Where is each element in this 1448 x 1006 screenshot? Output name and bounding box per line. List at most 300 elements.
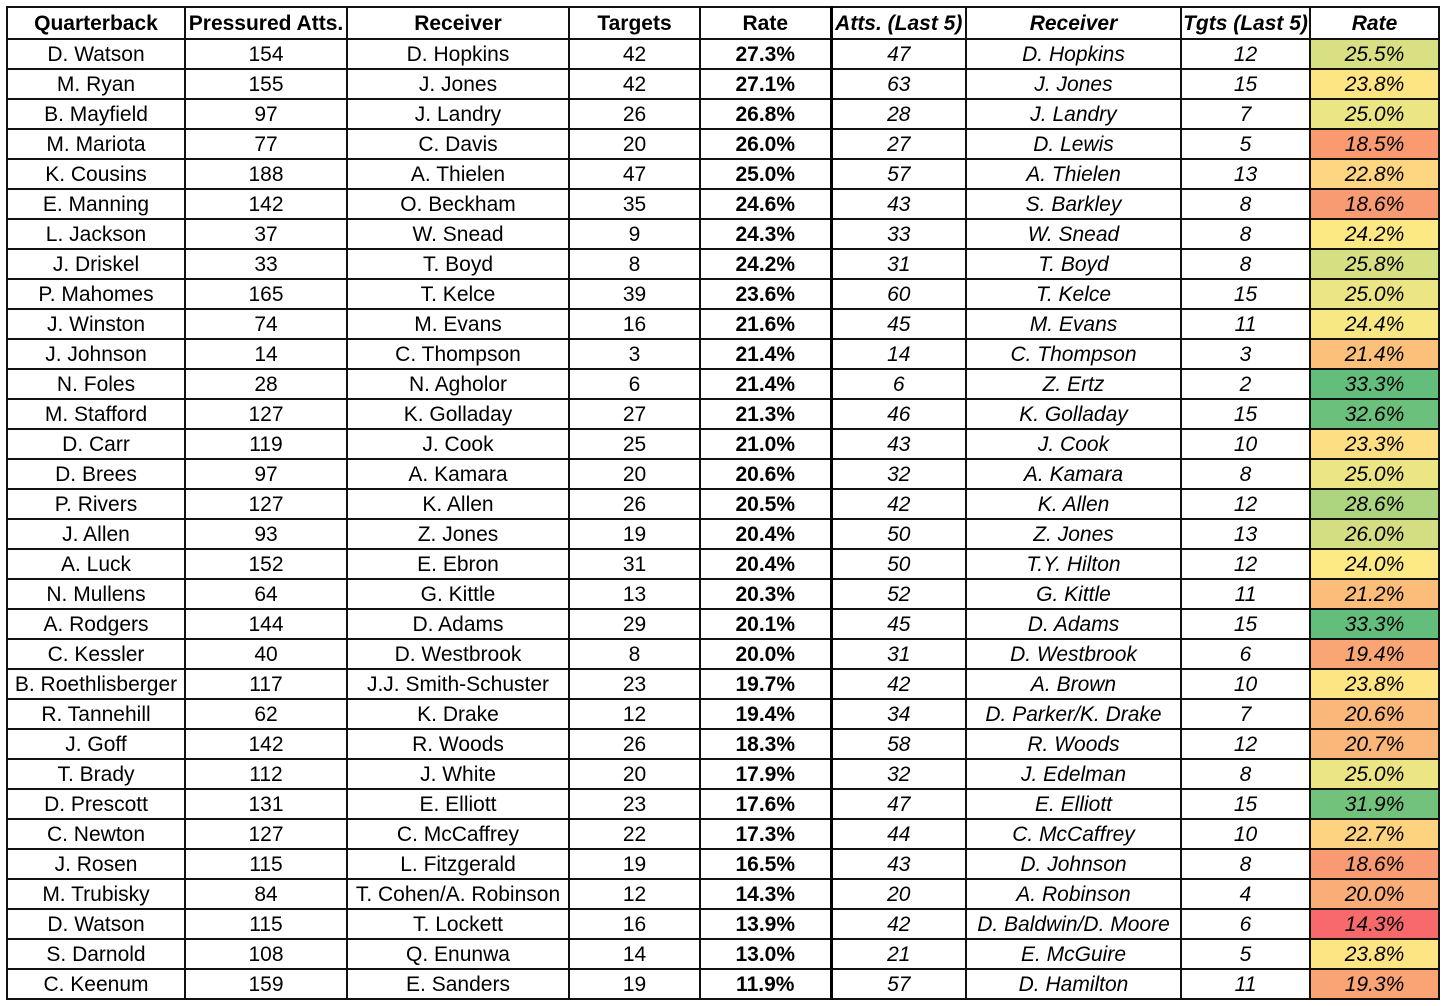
cell-rate: 24.3% [700, 219, 831, 249]
cell-receiver: G. Kittle [347, 579, 569, 609]
cell-rate: 26.8% [700, 99, 831, 129]
cell-rate-last5: 21.2% [1310, 579, 1439, 609]
cell-quarterback: J. Allen [7, 519, 185, 549]
cell-targets: 20 [569, 759, 700, 789]
cell-targets: 19 [569, 849, 700, 879]
cell-pressured-atts: 97 [185, 99, 347, 129]
cell-receiver: O. Beckham [347, 189, 569, 219]
cell-atts-last5: 50 [831, 549, 966, 579]
cell-rate: 24.2% [700, 249, 831, 279]
cell-quarterback: P. Rivers [7, 489, 185, 519]
cell-receiver-last5: T. Kelce [966, 279, 1181, 309]
cell-receiver: Q. Enunwa [347, 939, 569, 969]
pressure-target-table [6, 6, 1440, 1000]
table-row [7, 639, 1439, 669]
cell-pressured-atts: 97 [185, 459, 347, 489]
cell-receiver-last5: D. Baldwin/D. Moore [966, 909, 1181, 939]
table-row [7, 159, 1439, 189]
cell-pressured-atts: 188 [185, 159, 347, 189]
cell-targets: 12 [569, 699, 700, 729]
cell-atts-last5: 44 [831, 819, 966, 849]
cell-tgts-last5: 8 [1181, 249, 1310, 279]
cell-rate-last5: 23.8% [1310, 939, 1439, 969]
header-quarterback: Quarterback [7, 7, 185, 39]
cell-rate-last5: 24.2% [1310, 219, 1439, 249]
cell-tgts-last5: 6 [1181, 639, 1310, 669]
cell-receiver: J. Jones [347, 69, 569, 99]
cell-receiver-last5: J. Cook [966, 429, 1181, 459]
cell-tgts-last5: 11 [1181, 309, 1310, 339]
cell-rate: 17.9% [700, 759, 831, 789]
cell-rate-last5: 23.8% [1310, 669, 1439, 699]
cell-targets: 23 [569, 669, 700, 699]
cell-atts-last5: 47 [831, 789, 966, 819]
cell-receiver-last5: A. Thielen [966, 159, 1181, 189]
cell-quarterback: E. Manning [7, 189, 185, 219]
cell-rate-last5: 23.3% [1310, 429, 1439, 459]
cell-quarterback: A. Luck [7, 549, 185, 579]
cell-targets: 16 [569, 309, 700, 339]
cell-receiver: C. Thompson [347, 339, 569, 369]
cell-atts-last5: 32 [831, 759, 966, 789]
table-row [7, 279, 1439, 309]
cell-pressured-atts: 37 [185, 219, 347, 249]
cell-receiver: A. Kamara [347, 459, 569, 489]
cell-atts-last5: 34 [831, 699, 966, 729]
cell-atts-last5: 63 [831, 69, 966, 99]
cell-quarterback: P. Mahomes [7, 279, 185, 309]
cell-receiver-last5: D. Hamilton [966, 969, 1181, 999]
header-targets: Targets [569, 7, 700, 39]
table-row [7, 609, 1439, 639]
cell-rate: 20.4% [700, 519, 831, 549]
cell-pressured-atts: 155 [185, 69, 347, 99]
cell-pressured-atts: 142 [185, 189, 347, 219]
table-row [7, 99, 1439, 129]
table-row [7, 189, 1439, 219]
cell-rate: 17.3% [700, 819, 831, 849]
cell-pressured-atts: 142 [185, 729, 347, 759]
cell-rate: 18.3% [700, 729, 831, 759]
header-rate-last5: Rate [1310, 7, 1439, 39]
cell-pressured-atts: 33 [185, 249, 347, 279]
cell-receiver: M. Evans [347, 309, 569, 339]
cell-receiver-last5: Z. Ertz [966, 369, 1181, 399]
cell-rate: 19.4% [700, 699, 831, 729]
cell-receiver-last5: A. Brown [966, 669, 1181, 699]
cell-targets: 47 [569, 159, 700, 189]
cell-targets: 26 [569, 99, 700, 129]
cell-receiver-last5: M. Evans [966, 309, 1181, 339]
cell-tgts-last5: 12 [1181, 549, 1310, 579]
cell-receiver-last5: D. Parker/K. Drake [966, 699, 1181, 729]
cell-rate-last5: 18.6% [1310, 849, 1439, 879]
header-tgts-last5: Tgts (Last 5) [1181, 7, 1310, 39]
cell-pressured-atts: 127 [185, 819, 347, 849]
cell-receiver-last5: D. Johnson [966, 849, 1181, 879]
cell-rate: 27.3% [700, 39, 831, 69]
cell-rate: 21.4% [700, 339, 831, 369]
cell-quarterback: N. Mullens [7, 579, 185, 609]
cell-rate-last5: 25.0% [1310, 279, 1439, 309]
cell-receiver: E. Sanders [347, 969, 569, 999]
cell-receiver: D. Westbrook [347, 639, 569, 669]
cell-targets: 13 [569, 579, 700, 609]
table-row [7, 729, 1439, 759]
cell-pressured-atts: 64 [185, 579, 347, 609]
cell-atts-last5: 52 [831, 579, 966, 609]
table-row [7, 939, 1439, 969]
cell-pressured-atts: 152 [185, 549, 347, 579]
cell-rate-last5: 31.9% [1310, 789, 1439, 819]
cell-quarterback: J. Johnson [7, 339, 185, 369]
cell-atts-last5: 28 [831, 99, 966, 129]
cell-pressured-atts: 115 [185, 909, 347, 939]
cell-atts-last5: 31 [831, 639, 966, 669]
cell-quarterback: M. Stafford [7, 399, 185, 429]
cell-atts-last5: 14 [831, 339, 966, 369]
cell-receiver-last5: C. Thompson [966, 339, 1181, 369]
cell-rate-last5: 20.0% [1310, 879, 1439, 909]
cell-rate-last5: 25.0% [1310, 459, 1439, 489]
header-receiver-last5: Receiver [966, 7, 1181, 39]
cell-rate-last5: 33.3% [1310, 369, 1439, 399]
cell-targets: 25 [569, 429, 700, 459]
cell-quarterback: B. Roethlisberger [7, 669, 185, 699]
cell-atts-last5: 47 [831, 39, 966, 69]
cell-atts-last5: 42 [831, 489, 966, 519]
cell-receiver: E. Elliott [347, 789, 569, 819]
cell-rate: 21.3% [700, 399, 831, 429]
cell-rate: 21.0% [700, 429, 831, 459]
cell-rate: 21.6% [700, 309, 831, 339]
cell-atts-last5: 45 [831, 609, 966, 639]
cell-receiver-last5: E. McGuire [966, 939, 1181, 969]
cell-rate-last5: 21.4% [1310, 339, 1439, 369]
cell-receiver-last5: T. Boyd [966, 249, 1181, 279]
table-row [7, 669, 1439, 699]
cell-rate-last5: 32.6% [1310, 399, 1439, 429]
cell-atts-last5: 46 [831, 399, 966, 429]
cell-targets: 19 [569, 519, 700, 549]
table-row [7, 39, 1439, 69]
cell-tgts-last5: 15 [1181, 609, 1310, 639]
cell-receiver: L. Fitzgerald [347, 849, 569, 879]
cell-targets: 26 [569, 729, 700, 759]
cell-targets: 8 [569, 639, 700, 669]
cell-receiver: C. McCaffrey [347, 819, 569, 849]
cell-atts-last5: 43 [831, 189, 966, 219]
cell-atts-last5: 42 [831, 669, 966, 699]
cell-atts-last5: 27 [831, 129, 966, 159]
cell-targets: 42 [569, 39, 700, 69]
cell-tgts-last5: 7 [1181, 99, 1310, 129]
cell-pressured-atts: 14 [185, 339, 347, 369]
cell-receiver: C. Davis [347, 129, 569, 159]
table-row [7, 549, 1439, 579]
cell-quarterback: C. Keenum [7, 969, 185, 999]
cell-rate: 14.3% [700, 879, 831, 909]
cell-targets: 27 [569, 399, 700, 429]
cell-receiver: J. Landry [347, 99, 569, 129]
cell-receiver: T. Cohen/A. Robinson [347, 879, 569, 909]
cell-quarterback: D. Prescott [7, 789, 185, 819]
cell-receiver: Z. Jones [347, 519, 569, 549]
table-row [7, 309, 1439, 339]
cell-quarterback: J. Driskel [7, 249, 185, 279]
cell-rate: 23.6% [700, 279, 831, 309]
cell-atts-last5: 57 [831, 159, 966, 189]
cell-rate-last5: 26.0% [1310, 519, 1439, 549]
cell-pressured-atts: 93 [185, 519, 347, 549]
cell-pressured-atts: 159 [185, 969, 347, 999]
cell-targets: 3 [569, 339, 700, 369]
cell-tgts-last5: 3 [1181, 339, 1310, 369]
cell-quarterback: D. Brees [7, 459, 185, 489]
table-row [7, 789, 1439, 819]
table-row [7, 339, 1439, 369]
cell-receiver: D. Adams [347, 609, 569, 639]
cell-receiver-last5: Z. Jones [966, 519, 1181, 549]
cell-targets: 16 [569, 909, 700, 939]
table-row [7, 519, 1439, 549]
cell-tgts-last5: 15 [1181, 789, 1310, 819]
cell-atts-last5: 31 [831, 249, 966, 279]
cell-tgts-last5: 6 [1181, 909, 1310, 939]
cell-pressured-atts: 119 [185, 429, 347, 459]
cell-rate: 26.0% [700, 129, 831, 159]
cell-receiver: D. Hopkins [347, 39, 569, 69]
cell-atts-last5: 43 [831, 429, 966, 459]
cell-targets: 20 [569, 459, 700, 489]
cell-rate-last5: 33.3% [1310, 609, 1439, 639]
cell-quarterback: S. Darnold [7, 939, 185, 969]
table-row [7, 69, 1439, 99]
cell-quarterback: T. Brady [7, 759, 185, 789]
header-receiver: Receiver [347, 7, 569, 39]
table-row [7, 699, 1439, 729]
cell-quarterback: D. Carr [7, 429, 185, 459]
cell-receiver-last5: D. Westbrook [966, 639, 1181, 669]
cell-targets: 8 [569, 249, 700, 279]
cell-rate: 20.4% [700, 549, 831, 579]
cell-rate-last5: 23.8% [1310, 69, 1439, 99]
cell-quarterback: N. Foles [7, 369, 185, 399]
cell-receiver-last5: D. Hopkins [966, 39, 1181, 69]
cell-atts-last5: 43 [831, 849, 966, 879]
cell-rate-last5: 18.5% [1310, 129, 1439, 159]
cell-receiver-last5: D. Adams [966, 609, 1181, 639]
cell-quarterback: J. Goff [7, 729, 185, 759]
cell-quarterback: B. Mayfield [7, 99, 185, 129]
cell-quarterback: J. Rosen [7, 849, 185, 879]
cell-quarterback: C. Kessler [7, 639, 185, 669]
cell-rate-last5: 22.8% [1310, 159, 1439, 189]
table-row [7, 909, 1439, 939]
cell-rate-last5: 19.3% [1310, 969, 1439, 999]
cell-receiver-last5: J. Jones [966, 69, 1181, 99]
cell-receiver-last5: E. Elliott [966, 789, 1181, 819]
cell-atts-last5: 57 [831, 969, 966, 999]
table-row [7, 759, 1439, 789]
cell-rate: 17.6% [700, 789, 831, 819]
header-row [7, 7, 1439, 39]
table-row [7, 579, 1439, 609]
cell-pressured-atts: 131 [185, 789, 347, 819]
cell-rate: 20.1% [700, 609, 831, 639]
cell-rate-last5: 22.7% [1310, 819, 1439, 849]
cell-targets: 20 [569, 129, 700, 159]
cell-rate: 13.9% [700, 909, 831, 939]
cell-receiver: T. Boyd [347, 249, 569, 279]
cell-receiver: A. Thielen [347, 159, 569, 189]
cell-rate: 19.7% [700, 669, 831, 699]
cell-rate-last5: 24.4% [1310, 309, 1439, 339]
cell-receiver-last5: A. Robinson [966, 879, 1181, 909]
cell-rate-last5: 18.6% [1310, 189, 1439, 219]
cell-atts-last5: 20 [831, 879, 966, 909]
cell-targets: 19 [569, 969, 700, 999]
cell-pressured-atts: 28 [185, 369, 347, 399]
cell-pressured-atts: 74 [185, 309, 347, 339]
cell-pressured-atts: 40 [185, 639, 347, 669]
cell-rate: 21.4% [700, 369, 831, 399]
cell-targets: 35 [569, 189, 700, 219]
cell-targets: 9 [569, 219, 700, 249]
cell-targets: 39 [569, 279, 700, 309]
cell-rate-last5: 20.7% [1310, 729, 1439, 759]
cell-tgts-last5: 12 [1181, 489, 1310, 519]
cell-tgts-last5: 5 [1181, 939, 1310, 969]
cell-receiver: K. Drake [347, 699, 569, 729]
cell-receiver-last5: J. Landry [966, 99, 1181, 129]
table-row [7, 249, 1439, 279]
cell-rate: 20.6% [700, 459, 831, 489]
cell-receiver-last5: C. McCaffrey [966, 819, 1181, 849]
cell-receiver: N. Agholor [347, 369, 569, 399]
cell-rate-last5: 20.6% [1310, 699, 1439, 729]
cell-atts-last5: 58 [831, 729, 966, 759]
cell-tgts-last5: 12 [1181, 39, 1310, 69]
cell-receiver-last5: K. Allen [966, 489, 1181, 519]
cell-tgts-last5: 12 [1181, 729, 1310, 759]
cell-pressured-atts: 84 [185, 879, 347, 909]
cell-receiver: R. Woods [347, 729, 569, 759]
cell-quarterback: M. Ryan [7, 69, 185, 99]
cell-tgts-last5: 8 [1181, 219, 1310, 249]
cell-targets: 6 [569, 369, 700, 399]
cell-receiver-last5: W. Snead [966, 219, 1181, 249]
cell-atts-last5: 21 [831, 939, 966, 969]
cell-tgts-last5: 15 [1181, 399, 1310, 429]
cell-pressured-atts: 112 [185, 759, 347, 789]
header-pressured-atts: Pressured Atts. [185, 7, 347, 39]
cell-targets: 14 [569, 939, 700, 969]
table-row [7, 129, 1439, 159]
cell-quarterback: M. Trubisky [7, 879, 185, 909]
cell-tgts-last5: 11 [1181, 579, 1310, 609]
cell-tgts-last5: 2 [1181, 369, 1310, 399]
cell-receiver: K. Golladay [347, 399, 569, 429]
cell-tgts-last5: 10 [1181, 429, 1310, 459]
cell-receiver-last5: J. Edelman [966, 759, 1181, 789]
cell-rate: 27.1% [700, 69, 831, 99]
table-row [7, 969, 1439, 999]
cell-rate-last5: 14.3% [1310, 909, 1439, 939]
cell-tgts-last5: 13 [1181, 519, 1310, 549]
header-rate: Rate [700, 7, 831, 39]
table-row [7, 219, 1439, 249]
cell-rate: 25.0% [700, 159, 831, 189]
cell-receiver: J.J. Smith-Schuster [347, 669, 569, 699]
cell-receiver-last5: G. Kittle [966, 579, 1181, 609]
cell-receiver: J. Cook [347, 429, 569, 459]
cell-receiver-last5: A. Kamara [966, 459, 1181, 489]
cell-receiver-last5: D. Lewis [966, 129, 1181, 159]
cell-quarterback: R. Tannehill [7, 699, 185, 729]
cell-tgts-last5: 7 [1181, 699, 1310, 729]
cell-pressured-atts: 127 [185, 489, 347, 519]
table-row [7, 399, 1439, 429]
cell-pressured-atts: 144 [185, 609, 347, 639]
cell-targets: 31 [569, 549, 700, 579]
cell-tgts-last5: 11 [1181, 969, 1310, 999]
cell-rate-last5: 25.5% [1310, 39, 1439, 69]
cell-atts-last5: 45 [831, 309, 966, 339]
cell-receiver-last5: R. Woods [966, 729, 1181, 759]
cell-rate-last5: 19.4% [1310, 639, 1439, 669]
cell-receiver-last5: T.Y. Hilton [966, 549, 1181, 579]
cell-tgts-last5: 8 [1181, 459, 1310, 489]
cell-quarterback: D. Watson [7, 39, 185, 69]
cell-pressured-atts: 165 [185, 279, 347, 309]
cell-rate: 20.5% [700, 489, 831, 519]
cell-atts-last5: 60 [831, 279, 966, 309]
cell-tgts-last5: 8 [1181, 849, 1310, 879]
table-row [7, 819, 1439, 849]
cell-rate: 13.0% [700, 939, 831, 969]
cell-targets: 42 [569, 69, 700, 99]
cell-rate-last5: 25.0% [1310, 759, 1439, 789]
table-body [7, 39, 1439, 999]
cell-receiver: T. Lockett [347, 909, 569, 939]
cell-atts-last5: 50 [831, 519, 966, 549]
cell-quarterback: C. Newton [7, 819, 185, 849]
cell-tgts-last5: 13 [1181, 159, 1310, 189]
table-row [7, 879, 1439, 909]
cell-receiver: W. Snead [347, 219, 569, 249]
cell-tgts-last5: 15 [1181, 279, 1310, 309]
header-atts-last5: Atts. (Last 5) [831, 7, 966, 39]
cell-targets: 23 [569, 789, 700, 819]
cell-receiver: K. Allen [347, 489, 569, 519]
table-row [7, 849, 1439, 879]
cell-tgts-last5: 8 [1181, 189, 1310, 219]
cell-receiver-last5: K. Golladay [966, 399, 1181, 429]
table-row [7, 429, 1439, 459]
cell-pressured-atts: 77 [185, 129, 347, 159]
cell-rate-last5: 24.0% [1310, 549, 1439, 579]
table-row [7, 489, 1439, 519]
cell-receiver: J. White [347, 759, 569, 789]
cell-atts-last5: 6 [831, 369, 966, 399]
cell-tgts-last5: 10 [1181, 669, 1310, 699]
cell-targets: 29 [569, 609, 700, 639]
cell-rate: 20.3% [700, 579, 831, 609]
cell-rate: 20.0% [700, 639, 831, 669]
cell-pressured-atts: 62 [185, 699, 347, 729]
cell-rate-last5: 25.0% [1310, 99, 1439, 129]
